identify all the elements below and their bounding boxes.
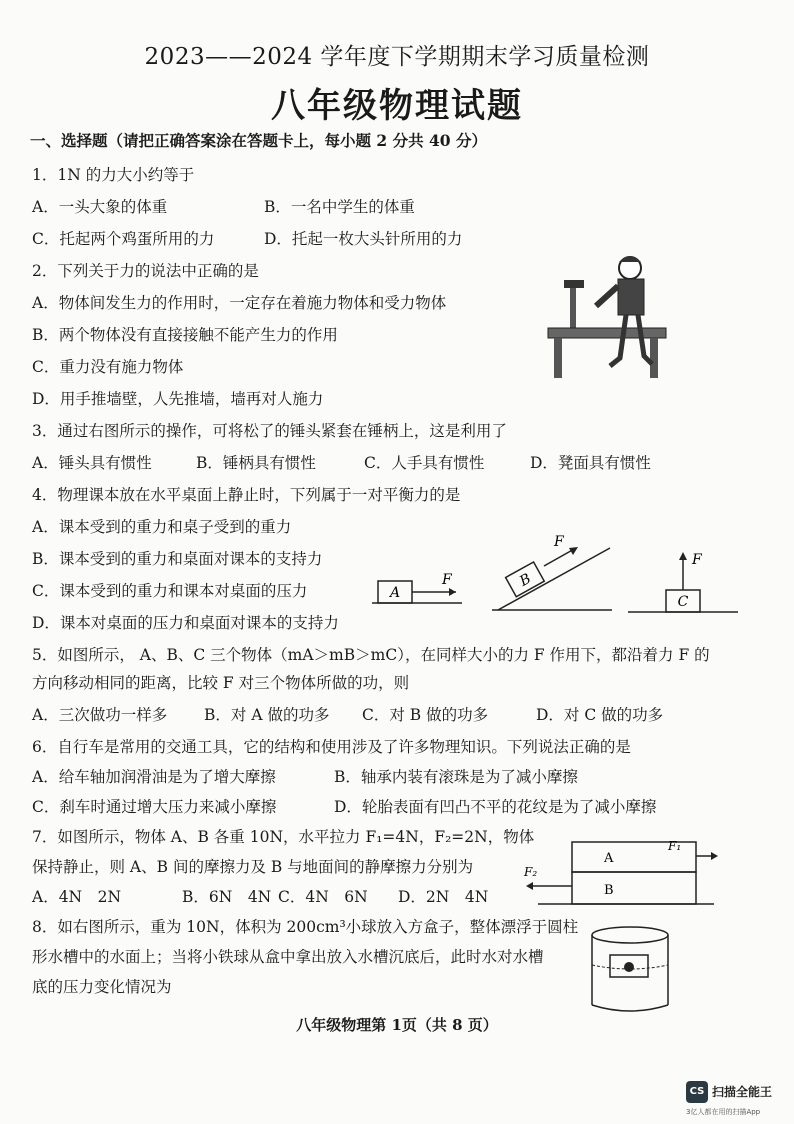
q4-option-c: C．课本受到的重力和课本对桌面的压力 (32, 582, 308, 600)
q3-option-c: C．人手具有惯性 (364, 454, 485, 472)
q7-stem-line2: 保持静止，则 A、B 间的摩擦力及 B 与地面间的静摩擦力分别为 (32, 858, 474, 876)
q7-option-d: D．2N 4N (398, 888, 489, 906)
q6-option-c: C．刹车时通过增大压力来减小摩擦 (32, 798, 277, 816)
figure-water-tank (588, 925, 672, 1015)
q7-option-c: C．4N 6N (278, 888, 368, 906)
q1-option-b: B．一名中学生的体重 (264, 198, 415, 216)
page-footer: 八年级物理第 1页（共 8 页） (296, 1016, 498, 1034)
q1-option-c: C．托起两个鸡蛋所用的力 (32, 230, 215, 248)
f1-label: F₁ (668, 839, 682, 853)
q5-option-d: D．对 C 做的功多 (536, 706, 664, 724)
f2-label: F₂ (524, 865, 538, 879)
q3-option-b: B．锤柄具有惯性 (196, 454, 316, 472)
q4-option-b: B．课本受到的重力和桌面对课本的支持力 (32, 550, 323, 568)
figure-block-b (492, 528, 612, 614)
q4-stem: 4．物理课本放在水平桌面上静止时，下列属于一对平衡力的是 (32, 486, 461, 504)
scanner-brand-tagline: 3亿人都在用的扫描App (686, 1108, 761, 1116)
q6-option-b: B．轴承内装有滚珠是为了减小摩擦 (334, 768, 578, 786)
force-label-c: F (692, 552, 702, 568)
q2-option-a: A．物体间发生力的作用时，一定存在着施力物体和受力物体 (32, 294, 447, 312)
q2-option-b: B．两个物体没有直接接触不能产生力的作用 (32, 326, 338, 344)
q2-stem: 2．下列关于力的说法中正确的是 (32, 262, 259, 280)
figure-stacked-blocks (518, 838, 718, 908)
scanner-brand-name: 扫描全能王 (712, 1085, 773, 1099)
subject-title: 八年级物理试题 (271, 86, 523, 126)
q1-option-a: A．一头大象的体重 (32, 198, 168, 216)
q5-option-b: B．对 A 做的功多 (204, 706, 330, 724)
q3-stem: 3．通过右图所示的操作，可将松了的锤头紧套在锤柄上，这是利用了 (32, 422, 507, 440)
q6-stem: 6．自行车是常用的交通工具，它的结构和使用涉及了许多物理知识。下列说法正确的是 (32, 738, 631, 756)
stacked-block-a-label: A (604, 851, 614, 866)
q8-stem-line2: 形水槽中的水面上；当将小铁球从盒中拿出放入水槽沉底后，此时水对水槽 (32, 948, 544, 966)
block-a-label: A (389, 585, 401, 601)
q5-stem-line2: 方向移动相同的距离，比较 F 对三个物体所做的功，则 (32, 674, 410, 692)
stacked-block-b-label: B (604, 883, 614, 898)
hammer-bench-illustration (540, 248, 675, 383)
q5-option-a: A．三次做功一样多 (32, 706, 168, 724)
q2-option-c: C．重力没有施力物体 (32, 358, 184, 376)
q2-option-d: D．用手推墙壁，人先推墙，墙再对人施力 (32, 390, 324, 408)
force-label-b: F (554, 534, 564, 550)
figure-block-a (372, 570, 462, 610)
force-label-a: F (442, 572, 452, 588)
q3-option-a: A．锤头具有惯性 (32, 454, 152, 472)
q7-option-b: B．6N 4N (182, 888, 272, 906)
q8-stem-line3: 底的压力变化情况为 (32, 978, 172, 996)
q7-option-a: A．4N 2N (32, 888, 122, 906)
q4-option-a: A．课本受到的重力和桌子受到的重力 (32, 518, 292, 536)
q8-stem-line1: 8．如右图所示，重为 10N，体积为 200cm³小球放入方盒子，整体漂浮于圆柱 (32, 918, 579, 936)
exam-title: 2023——2024 学年度下学期期末学习质量检测 (144, 44, 650, 70)
q6-option-a: A．给车轴加润滑油是为了增大摩擦 (32, 768, 276, 786)
q1-option-d: D．托起一枚大头针所用的力 (264, 230, 463, 248)
q1-stem: 1．1N 的力大小约等于 (32, 166, 195, 184)
q5-stem-line1: 5．如图所示， A、B、C 三个物体（mA＞mB＞mC），在同样大小的力 F 作用下，都沿着力 F 的 (32, 646, 710, 664)
q7-stem-line1: 7．如图所示，物体 A、B 各重 10N，水平拉力 F₁=4N，F₂=2N，物体 (32, 828, 535, 846)
scanner-logo-icon: CS (686, 1081, 708, 1103)
q6-option-d: D．轮胎表面有凹凸不平的花纹是为了减小摩擦 (334, 798, 657, 816)
q3-option-d: D．凳面具有惯性 (530, 454, 651, 472)
section-heading: 一、选择题（请把正确答案涂在答题卡上，每小题 2 分共 40 分） (30, 131, 487, 150)
scanner-watermark (686, 1081, 786, 1121)
block-b-label: B (517, 570, 534, 590)
q5-option-c: C．对 B 做的功多 (362, 706, 489, 724)
figure-block-c (628, 548, 738, 614)
block-c-label: C (677, 594, 689, 610)
q4-option-d: D．课本对桌面的压力和桌面对课本的支持力 (32, 614, 339, 632)
